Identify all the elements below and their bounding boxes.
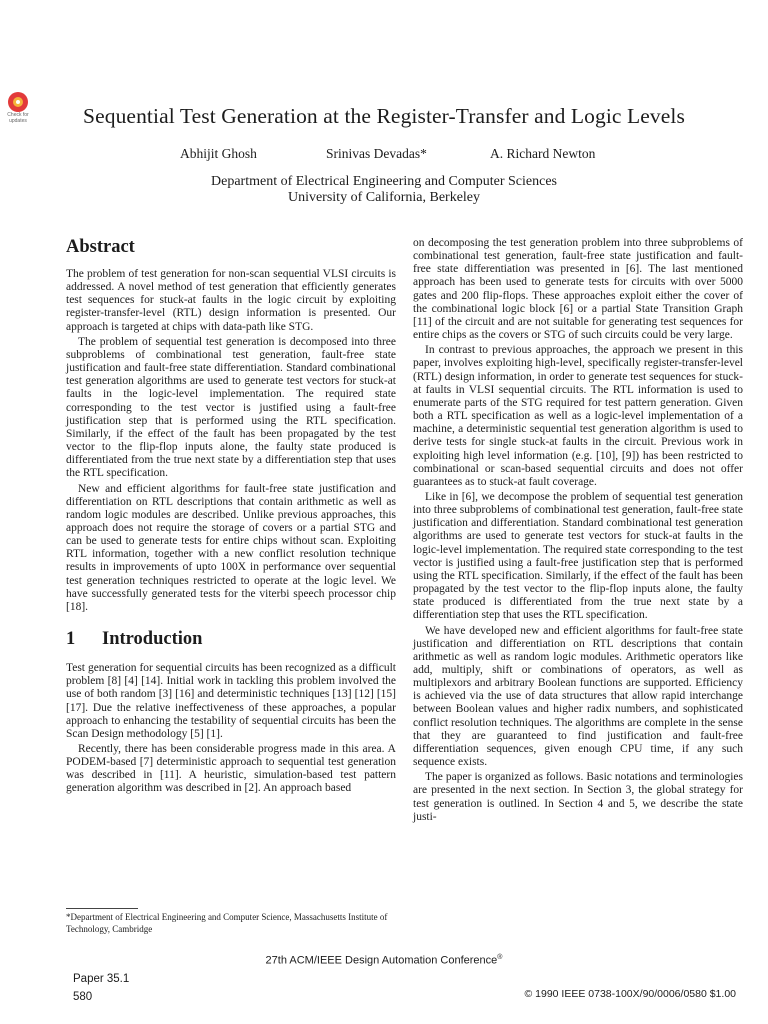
section-title: Introduction — [102, 629, 203, 650]
body-paragraph-4: We have developed new and efficient algorithms for fault-free state justification and differentiation on RTL descriptions that contain arithmetic as well as random logic modules. Arithmetic operators like add, multiply, shift or combinations of operators, as well as multiplexors and arbitrary Boolean functions are supported. Efficiency is achieved via the use of data structures that allow rapid interchange between Boolean values and higher radix numbers, and sophisticated conflict resolution techniques. The algorithms are complete in the sense that they are guaranteed to find justification and fault-free differentiation sequences, given enough CPU time, if any such sequence exists. — [413, 624, 743, 769]
abstract-paragraph-1: The problem of test generation for non-scan sequential VLSI circuits is addressed. A novel method of test generation that efficiently generates test sequences for stuck-at faults in the logic circuit by exploiting register-transfer-level (RTL) design information is presented. Our approach is targeted at chips with data-path like STG. — [66, 268, 396, 333]
author-devadas: Srinivas Devadas* — [326, 146, 427, 161]
intro-paragraph-2: Recently, there has been considerable progress made in this area. A PODEM-based [7] deterministic approach to sequential test generation was described in [11]. A heuristic, simulation-based test pattern generation algorithm was described in [2]. An approach based — [66, 743, 396, 795]
left-column — [66, 236, 396, 798]
section-number: 1 — [66, 629, 76, 650]
introduction-heading — [66, 628, 396, 650]
copyright-notice: © 1990 IEEE 0738-100X/90/0006/0580 $1.00 — [524, 988, 736, 1000]
paper-number-block — [73, 970, 129, 1006]
badge-label: Check for updates — [7, 112, 29, 124]
registered-mark: ® — [497, 954, 503, 961]
paper-label: Paper 35.1 — [73, 973, 130, 985]
abstract-paragraph-2: The problem of sequential test generation is decomposed into three subproblems of combinational test generation, fault-free state justification and fault-free state differentiation. Standard combinational test generation algorithms are used to generate test vectors for stuck-at faults in the logic-level implementation. The required state corresponding to the test vector is justified using a fault-free justification step that is performed using the RTL specification. Similarly, if the effect of the fault has been propagated by the test vector to the flip-flop inputs alone, the faulty state produced is differentiated from the true next state by a differentiation step that uses the RTL specification. — [66, 335, 396, 480]
footnote-rule — [66, 908, 138, 909]
affiliation-university: University of California, Berkeley — [287, 190, 481, 205]
paper-title: Sequential Test Generation at the Register-Transfer and Logic Levels — [83, 104, 685, 128]
body-paragraph-5: The paper is organized as follows. Basic notations and terminologies are presented in the next section. In Section 3, the global strategy for test generation is outlined. In Section 4 and 5, we describe the state justi- — [413, 771, 743, 823]
abstract-paragraph-3: New and efficient algorithms for fault-free state justification and differentiation on RTL descriptions that contain arithmetic as well as random logic modules are described. Unlike previous approaches, this approach does not require the storage of covers or a partial STG and can be used to generate tests for entire chips without scan. Exploiting RTL information, together with a new conflict resolution technique results in improvements of upto 100X in performance over sequential test generation techniques restricted to operate at the logic level. We have successfully generated tests for the viterbi speech processor chip [18]. — [66, 482, 396, 613]
body-paragraph-1: on decomposing the test generation problem into three subproblems of combinational test generation, fault-free state justification and fault-free state differentiation was presented in [6]. The last mentioned approach has been used to generate tests for circuits with over 5000 gates and 200 flip-flops. These approaches exploit either the cover of the combinational logic block [6] or a partial State Transition Graph [11] of the circuit and are not suitable for generating test sequences for entire chips as the covers or STG of such circuits could be very large. — [413, 237, 743, 342]
abstract-heading: Abstract — [66, 237, 135, 257]
intro-paragraph-1: Test generation for sequential circuits has been recognized as a difficult problem [8] [4] [14]. Initial work in tackling this problem involved the use of both random [3] [16] and deterministic techniques [13] [12] [15] [17]. Due the relative ineffectiveness of these approaches, a popular approach to enhancing the testability of sequential circuits has been the Scan Design methodology [5] [1]. — [66, 662, 396, 740]
body-paragraph-3: Like in [6], we decompose the problem of sequential test generation into three subproblems of combinational test generation, fault-free state justification and differentiation. Standard combinational test generation algorithms are used to generate test vectors for stuck-at faults in the logic-level implementation. The required state corresponding to the test vector is justified using a fault-free justification step that is performed using the RTL specification. Similarly, if the effect of the fault has been propagated by the test vector to the flip-flop inputs alone, the faulty state produced is differentiated from the true next state by a differentiation step that uses the RTL specification. — [413, 490, 743, 622]
affiliation-department: Department of Electrical Engineering and Computer Sciences — [211, 174, 557, 189]
conference-footer — [0, 954, 768, 967]
author-ghosh: Abhijit Ghosh — [180, 146, 257, 161]
author-newton: A. Richard Newton — [490, 146, 596, 161]
footnote: *Department of Electrical Engineering and Computer Science, Massachusetts Institute of Technology, Cambridge — [66, 912, 388, 934]
right-column — [413, 237, 743, 826]
conference-name: 27th ACM/IEEE Design Automation Conference — [265, 954, 498, 967]
affiliation — [0, 174, 768, 206]
page-number: 580 — [73, 991, 93, 1003]
body-paragraph-2: In contrast to previous approaches, the approach we present in this paper, involves exploiting high-level, specifically register-transfer-level (RTL) design information, in order to generate test sequences for stuck-at faults in VLSI sequential circuits. The RTL information is used to enumerate parts of the STG required for test pattern generation. Given both a RTL specification as well as a logic-level implementation of a machine, a deterministic sequential test generation algorithm is used to derive tests for single stuck-at faults in the circuit. Previous work in exploiting high level information (e.g. [10], [9]) has been restricted to combinational or scan-based sequential circuits and does not offer guarantees as to stuck-at fault coverage. — [413, 344, 743, 488]
